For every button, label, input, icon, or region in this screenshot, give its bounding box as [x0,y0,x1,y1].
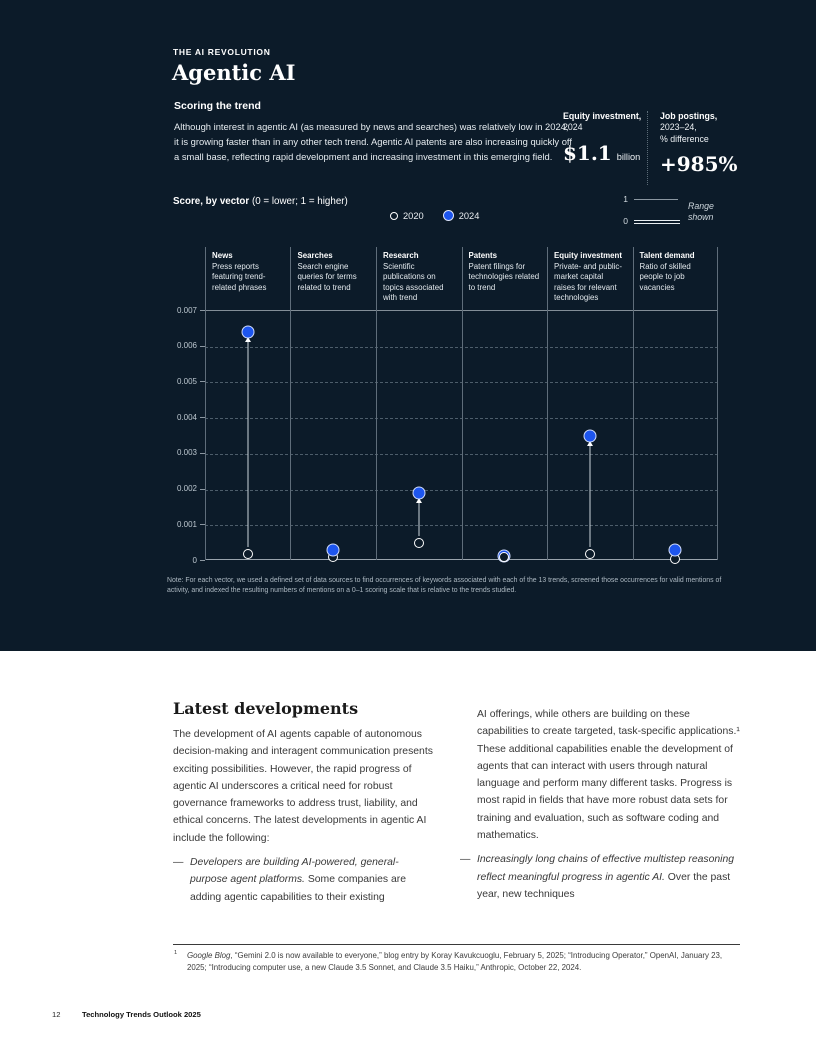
column-separator [376,247,377,560]
bullet-dash: — [460,854,471,866]
bullet-lead-italic: Developers are building AI-powered, general-purpose agent platforms. [190,857,399,886]
stat-label: Equity investment, [563,111,642,121]
bullet-lead-italic: Increasingly long chains of effective multistep reasoning reflect meaningful progress in agentic AI. [477,854,735,883]
report-title: Technology Trends Outlook 2025 [82,1010,201,1019]
legend-label: 2020 [403,210,424,221]
column-separator [290,247,291,560]
filled-circle-icon [443,210,454,221]
page-title: Agentic AI [172,60,296,85]
footnote-source: Google Blog [187,951,231,960]
y-axis-label: 0.001 [176,519,197,529]
legend-item-2020 [390,211,424,221]
y-axis-label: 0.006 [176,341,197,351]
stat-job-postings [648,111,768,185]
article-section [0,651,816,1056]
column-name: Patents [468,251,498,260]
section-eyebrow: THE AI REVOLUTION [173,47,271,57]
scoring-heading: Scoring the trend [174,100,261,112]
y-axis-tick [200,560,205,561]
footnote-block [173,944,740,974]
legend-label: 2024 [458,210,480,221]
column-description: Private- and public-market capital raises for relevant technologies [554,262,622,302]
article-column-left [173,699,433,906]
column-separator [462,247,463,560]
column-description: Search engine queries for terms related to trend [297,262,357,292]
footnote-text [173,950,740,974]
dot-2024 [327,544,340,557]
stat-label: Job postings, [660,111,718,121]
range-caption-line1: Range [688,201,714,211]
bullet-item [460,851,741,903]
article-column-right [460,706,741,903]
column-separator [633,247,634,560]
range-min-label: 0 [623,216,628,226]
range-full-line [634,199,678,200]
change-arrow-line [589,445,590,547]
dot-2024 [583,430,596,443]
article-paragraph: The development of AI agents capable of autonomous decision-making and interagent communication presents exciting possibilities. However, the rapid progress of agentic AI underscores a critical need for robust governance frameworks to address trust, liability, and ethical concerns. The latest developments in agentic AI include the following: [173,729,433,844]
open-circle-icon [390,212,398,220]
stat-label-range: 2023–24, [660,122,697,133]
column-description: Patent filings for technologies related to trend [468,262,540,292]
column-separator [547,247,548,560]
chart-grid [205,247,718,560]
bullet-rest: Some companies are adding agentic capabilities to their existing [190,874,407,903]
column-name: Searches [297,251,333,260]
y-axis-label: 0.007 [176,305,197,315]
change-arrow-line [247,341,248,546]
chart-column-header [633,247,719,310]
y-axis-label: 0 [192,555,197,565]
stat-equity-investment [563,111,647,185]
footnote-marker: 1 [174,950,178,956]
dot-2024 [412,487,425,500]
y-axis-label: 0.004 [176,412,197,422]
stats-block [563,111,768,185]
column-separator [205,247,206,560]
column-separator [717,247,718,560]
chart-legend [390,210,479,221]
bullet-text [477,851,741,903]
column-name: News [212,251,233,260]
stat-unit: billion [616,151,641,162]
range-caption-line2: shown [688,211,714,222]
dot-2020 [414,538,424,548]
dot-2020 [243,549,253,559]
chart-column-header [291,247,377,310]
footnote-body: , “Gemini 2.0 is now available to everyone,” blog entry by Koray Kavukcuoglu, February 5, 2025; “Introducing Operator,” OpenAI, January 23, 2025; “Introducing computer use, a new Claude 3.5 Sonnet, and Claude 3.5 Haiku,” Anthropic, October 22, 2024. [187,951,723,972]
dot-2024 [241,326,254,339]
dot-2024 [669,544,682,557]
chart-column-header [205,247,291,310]
range-shown-band [634,220,680,224]
dot-2020 [585,549,595,559]
stat-value: +985% [660,151,738,176]
article-paragraph: AI offerings, while others are building on these capabilities to create targeted, task-specific applications.¹ These additional capabilities enable the development of agents that can interact with users through natural language and perform many different tasks. Progress is most rapid in fields that have more robust data sets for training and evaluation, such as software coding and mathematics. [477,709,740,842]
chart-column-header [376,247,462,310]
stat-label-measure: % difference [660,133,709,144]
y-axis-label: 0.002 [176,484,197,494]
column-name: Equity investment [554,251,622,260]
article-heading: Latest developments [173,699,359,718]
stat-value: $1.1 [563,140,612,165]
bullet-dash: — [173,857,184,869]
intro-paragraph: Although interest in agentic AI (as measured by news and searches) was relatively low in 2024, it is growing faster than in any other tech trend. Agentic AI patents are also increasing quickly off a small base, reflecting rapid development and increasing investment in this emerging field. [174,121,572,162]
chart-note: Note: For each vector, we used a defined set of data sources to find occurrences of keywords associated with each of the 13 trends, screened those occurrences for valid mentions of activity, and indexed the resulting numbers of mentions on a 0–1 scoring scale that is relative to the trends studied. [167,577,722,594]
column-name: Research [383,251,419,260]
bullet-item [173,854,433,906]
column-description: Scientific publications on topics associated with trend [383,262,444,302]
column-description: Ratio of skilled people to job vacancies [639,262,691,292]
legend-item-2024 [443,210,480,221]
page-number: 12 [52,1010,61,1019]
chart-title-bold: Score, by vector [173,196,250,207]
stat-label-year: 2024 [563,122,583,133]
y-axis-label: 0.005 [176,376,197,386]
dot-2020 [499,552,509,562]
column-description: Press reports featuring trend-related phrases [212,262,267,292]
range-max-label: 1 [623,194,628,204]
chart-title [173,196,348,207]
y-axis-label: 0.003 [176,448,197,458]
chart-title-note: (0 = lower; 1 = higher) [249,196,348,207]
column-name: Talent demand [639,251,695,260]
bullet-text [190,854,433,906]
bullet-rest: Over the past year, new techniques [477,871,731,900]
chart-column-header [547,247,633,310]
range-caption [688,201,714,223]
score-chart [160,247,718,565]
chart-column-header [462,247,548,310]
change-arrow-line [418,502,419,536]
